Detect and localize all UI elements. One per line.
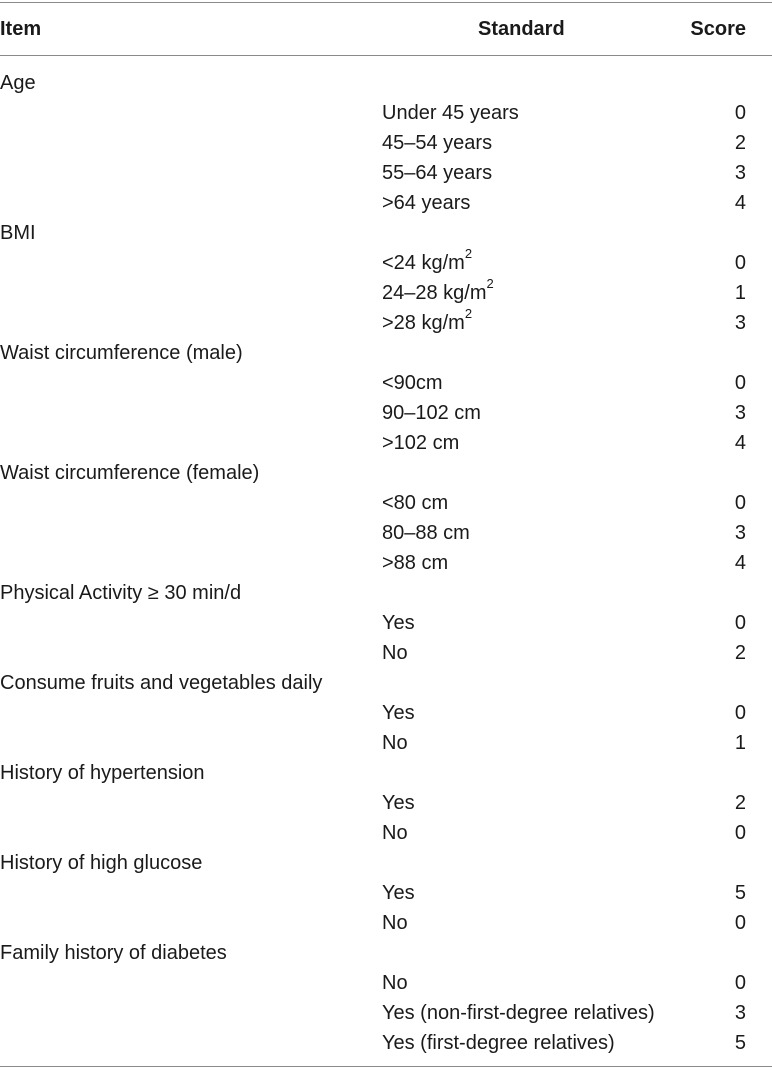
row-score: 3 <box>734 402 746 424</box>
table-row <box>0 698 772 728</box>
header-score: Score <box>690 18 746 40</box>
table-row <box>0 368 772 398</box>
row-standard <box>382 190 470 216</box>
table-row <box>0 548 772 578</box>
row-standard-text: No <box>382 912 408 934</box>
row-score: 0 <box>734 492 746 514</box>
row-standard <box>382 160 492 186</box>
table-row <box>0 728 772 758</box>
row-score: 0 <box>734 252 746 274</box>
table-row <box>0 128 772 158</box>
table-row <box>0 68 772 98</box>
row-standard-text: >88 cm <box>382 552 449 574</box>
row-standard-text: >64 years <box>382 192 471 214</box>
row-standard-text: No <box>382 642 408 664</box>
row-standard-text: Yes (non-first-degree relatives) <box>382 1002 655 1024</box>
row-item: Waist circumference (female) <box>0 462 260 484</box>
row-score: 2 <box>734 132 746 154</box>
row-score: 0 <box>734 702 746 724</box>
table-row <box>0 638 772 668</box>
row-item: History of hypertension <box>0 762 205 784</box>
table-row <box>0 608 772 638</box>
row-standard-text: 90–102 cm <box>382 402 481 424</box>
row-score: 2 <box>734 792 746 814</box>
row-standard-text: 80–88 cm <box>382 522 470 544</box>
table-row <box>0 338 772 368</box>
row-standard-text: <24 kg/m <box>382 252 465 274</box>
table-row <box>0 578 772 608</box>
row-standard-superscript: 2 <box>486 276 494 292</box>
table-row <box>0 878 772 908</box>
row-standard-text: Under 45 years <box>382 102 519 124</box>
row-standard <box>382 820 408 846</box>
row-standard <box>382 610 415 636</box>
row-standard <box>382 400 481 426</box>
row-score: 3 <box>734 162 746 184</box>
row-standard-text: <80 cm <box>382 492 449 514</box>
row-score: 0 <box>734 102 746 124</box>
row-score: 0 <box>734 972 746 994</box>
row-standard <box>382 910 408 936</box>
row-score: 4 <box>734 432 746 454</box>
table-row <box>0 308 772 338</box>
table-row <box>0 938 772 968</box>
table-header-row <box>0 0 772 56</box>
row-standard-text: 24–28 kg/m <box>382 282 487 304</box>
table-row <box>0 98 772 128</box>
row-standard-text: No <box>382 972 408 994</box>
table-row <box>0 158 772 188</box>
header-item: Item <box>0 18 42 40</box>
row-standard <box>382 730 408 756</box>
row-score: 5 <box>734 1032 746 1054</box>
header-standard: Standard <box>478 18 565 40</box>
table-row <box>0 428 772 458</box>
row-item: Age <box>0 72 36 94</box>
row-standard <box>382 276 494 306</box>
row-standard-text: <90cm <box>382 372 443 394</box>
row-item: Family history of diabetes <box>0 942 227 964</box>
row-score: 1 <box>734 282 746 304</box>
table-row <box>0 518 772 548</box>
row-standard <box>382 1000 655 1026</box>
row-standard-text: >102 cm <box>382 432 460 454</box>
table-row <box>0 1028 772 1058</box>
row-standard <box>382 550 448 576</box>
row-score: 2 <box>734 642 746 664</box>
row-score: 3 <box>734 522 746 544</box>
row-standard <box>382 520 470 546</box>
row-standard-superscript: 2 <box>464 306 473 322</box>
row-standard-text: No <box>382 822 408 844</box>
row-standard <box>382 970 408 996</box>
row-standard <box>382 306 473 336</box>
row-standard <box>382 130 492 156</box>
row-standard-text: No <box>382 732 408 754</box>
table-row <box>0 908 772 938</box>
row-score: 3 <box>734 1002 746 1024</box>
table-row <box>0 788 772 818</box>
table-row <box>0 398 772 428</box>
row-standard <box>382 790 415 816</box>
row-score: 0 <box>734 612 746 634</box>
row-standard <box>382 640 408 666</box>
row-score: 5 <box>734 882 746 904</box>
row-standard-text: Yes <box>382 702 415 724</box>
row-item: Waist circumference (male) <box>0 342 243 364</box>
row-standard-superscript: 2 <box>464 246 473 262</box>
row-score: 1 <box>734 732 746 754</box>
table-row <box>0 998 772 1028</box>
row-item: BMI <box>0 222 36 244</box>
row-standard-text: 55–64 years <box>382 162 493 184</box>
row-score: 0 <box>734 912 746 934</box>
row-standard <box>382 430 459 456</box>
row-standard <box>382 700 415 726</box>
table-row <box>0 758 772 788</box>
row-score: 0 <box>734 822 746 844</box>
row-score: 0 <box>734 372 746 394</box>
row-score: 4 <box>734 552 746 574</box>
table-row <box>0 968 772 998</box>
row-standard <box>382 100 519 126</box>
row-score: 3 <box>734 312 746 334</box>
table-row <box>0 248 772 278</box>
table-row <box>0 848 772 878</box>
table-body <box>0 68 772 1058</box>
table-row <box>0 218 772 248</box>
table-header-rule <box>0 55 772 56</box>
row-item: Physical Activity ≥ 30 min/d <box>0 582 242 604</box>
row-standard <box>382 246 473 276</box>
table-row <box>0 188 772 218</box>
row-standard <box>382 490 448 516</box>
row-standard-text: Yes <box>382 882 415 904</box>
table-row <box>0 668 772 698</box>
table-bottom-rule <box>0 1066 772 1067</box>
table-row <box>0 278 772 308</box>
row-standard <box>382 370 443 396</box>
row-item: History of high glucose <box>0 852 203 874</box>
table-row <box>0 818 772 848</box>
row-standard-text: 45–54 years <box>382 132 493 154</box>
row-standard-text: >28 kg/m <box>382 312 465 334</box>
row-standard <box>382 1030 615 1056</box>
row-standard-text: Yes (first-degree relatives) <box>382 1032 615 1054</box>
row-standard-text: Yes <box>382 792 415 814</box>
row-standard-text: Yes <box>382 612 415 634</box>
row-score: 4 <box>734 192 746 214</box>
table-row <box>0 488 772 518</box>
row-item: Consume fruits and vegetables daily <box>0 672 323 694</box>
table-row <box>0 458 772 488</box>
row-standard <box>382 880 415 906</box>
